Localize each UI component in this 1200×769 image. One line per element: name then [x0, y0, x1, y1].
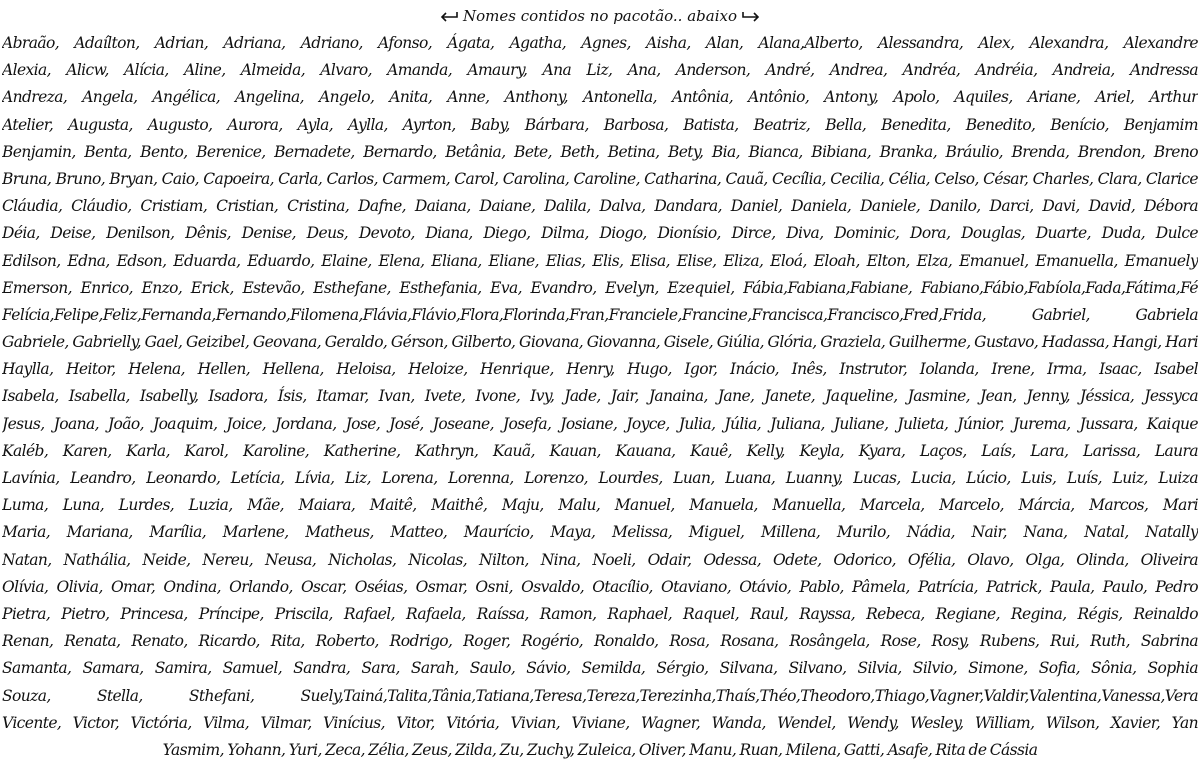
names-line: Emerson, Enrico, Enzo, Erick, Estevão, Esthefane, Esthefania, Eva, Evandro, Evelyn, Ezequiel, Fábia,Fabiana,Fabiane, Fabiano,Fábio,Fabíola,Fada,Fátima,Fé [2, 278, 1198, 297]
names-line: Isabela, Isabella, Isabelly, Isadora, Ísis, Itamar, Ivan, Ivete, Ivone, Ivy, Jade, Jair, Janaina, Jane, Janete, Jaqueline, Jasmine, Jean, Jenny, Jéssica, Jessyca [2, 387, 1198, 406]
names-line: Olívia, Olivia, Omar, Ondina, Orlando, Oscar, Oséias, Osmar, Osni, Osvaldo, Otacílio, Otaviano, Otávio, Pablo, Pâmela, Patrícia, Patrick, Paula, Paulo, Pedro [2, 577, 1198, 596]
names-line: Pietra, Pietro, Princesa, Príncipe, Priscila, Rafael, Rafaela, Raíssa, Ramon, Raphael, Raquel, Raul, Rayssa, Rebeca, Regiane, Regina, Régis, Reinaldo [2, 604, 1198, 623]
names-line: Maria, Mariana, Marília, Marlene, Matheus, Matteo, Maurício, Maya, Melissa, Miguel, Millena, Murilo, Nádia, Nair, Nana, Natal, Natally [2, 523, 1198, 542]
names-line: Souza, Stella, Sthefani, Suely,Tainá,Talita,Tânia,Tatiana,Teresa,Tereza,Terezinha,Thaís,Théo,Theodoro,Thiago,Vagner,Valdir,Valentina,Vanessa,Vera [2, 686, 1198, 705]
names-line: Luma, Luna, Lurdes, Luzia, Mãe, Maiara, Maitê, Maithê, Maju, Malu, Manuel, Manuela, Manuella, Marcela, Marcelo, Márcia, Marcos, Mari [2, 496, 1198, 515]
names-line: Gabriele, Gabrielly, Gael, Geizibel, Geovana, Geraldo, Gérson, Gilberto, Giovana, Giovanna, Gisele, Giúlia, Glória, Graziela, Guilherme, Gustavo, Hadassa, Hangi, Hari [2, 333, 1198, 352]
names-line: Felícia,Felipe,Feliz,Fernanda,Fernando,Filomena,Flávia,Flávio,Flora,Florinda,Fran,Franciele,Francine,Francisca,Francisco,Fred,Frida, Gabriel, Gabriela [2, 305, 1198, 324]
names-line: Vicente, Victor, Victória, Vilma, Vilmar, Vinícius, Vitor, Vitória, Vivian, Viviane, Wagner, Wanda, Wendel, Wendy, Wesley, William, Wilson, Xavier, Yan [2, 713, 1198, 732]
names-line: Renan, Renata, Renato, Ricardo, Rita, Roberto, Rodrigo, Roger, Rogério, Ronaldo, Rosa, Rosana, Rosângela, Rose, Rosy, Rubens, Rui, Ruth, Sabrina [2, 632, 1198, 651]
names-line: Jesus, Joana, João, Joaquim, Joice, Jordana, Jose, José, Joseane, Josefa, Josiane, Joyce, Julia, Júlia, Juliana, Juliane, Julieta, Júnior, Jurema, Jussara, Kaique [2, 414, 1198, 433]
names-line: Kaléb, Karen, Karla, Karol, Karoline, Katherine, Kathryn, Kauã, Kauan, Kauana, Kauê, Kelly, Keyla, Kyara, Laços, Laís, Lara, Larissa, Laura [2, 441, 1198, 460]
names-line: Benjamin, Benta, Bento, Berenice, Bernadete, Bernardo, Betânia, Bete, Beth, Betina, Bety, Bia, Bianca, Bibiana, Branka, Bráulio, Brenda, Brendon, Breno [2, 142, 1198, 161]
names-line: Edilson, Edna, Edson, Eduarda, Eduardo, Elaine, Elena, Eliana, Eliane, Elias, Elis, Elisa, Elise, Eliza, Eloá, Eloah, Elton, Elza, Emanuel, Emanuella, Emanuely [2, 251, 1198, 270]
header [0, 4, 1200, 28]
names-line: Cláudia, Cláudio, Cristiam, Cristian, Cristina, Dafne, Daiana, Daiane, Dalila, Dalva, Dandara, Daniel, Daniela, Daniele, Danilo, Darci, Davi, David, Débora [2, 197, 1198, 216]
names-line: Atelier, Augusta, Augusto, Aurora, Ayla, Aylla, Ayrton, Baby, Bárbara, Barbosa, Batista, Beatriz, Bella, Benedita, Benedito, Benício, Benjamim [2, 115, 1198, 134]
names-line: Bruna, Bruno, Bryan, Caio, Capoeira, Carla, Carlos, Carmem, Carol, Carolina, Caroline, Catharina, Cauã, Cecília, Cecilia, Célia, Celso, César, Charles, Clara, Clarice [2, 169, 1198, 188]
names-line: Haylla, Heitor, Helena, Hellen, Hellena, Heloisa, Heloize, Henrique, Henry, Hugo, Igor, Inácio, Inês, Instrutor, Iolanda, Irene, Irma, Isaac, Isabel [2, 360, 1198, 379]
names-line: Samanta, Samara, Samira, Samuel, Sandra, Sara, Sarah, Saulo, Sávio, Semilda, Sérgio, Silvana, Silvano, Silvia, Silvio, Simone, Sofia, Sônia, Sophia [2, 659, 1198, 678]
arrow-right-icon [741, 8, 761, 24]
names-line: Lavínia, Leandro, Leonardo, Letícia, Lívia, Liz, Lorena, Lorenna, Lorenzo, Lourdes, Luan, Luana, Luanny, Lucas, Lucia, Lúcio, Luis, Luís, Luiz, Luiza [2, 469, 1198, 487]
header-title: Nomes contidos no pacotão.. abaixo [463, 7, 737, 25]
names-line: Alexia, Alicw, Alícia, Aline, Almeida, Alvaro, Amanda, Amaury, Ana Liz, Ana, Anderson, André, Andrea, Andréa, Andréia, Andreia, Andressa [2, 61, 1198, 80]
names-list [2, 30, 1198, 764]
names-line: Déia, Deise, Denilson, Dênis, Denise, Deus, Devoto, Diana, Diego, Dilma, Diogo, Dionísio, Dirce, Diva, Dominic, Dora, Douglas, Duarte, Duda, Dulce [2, 224, 1198, 243]
names-line: Andreza, Angela, Angélica, Angelina, Angelo, Anita, Anne, Anthony, Antonella, Antônia, Antônio, Antony, Apolo, Aquiles, Ariane, Ariel, Arthur [2, 88, 1198, 107]
arrow-left-icon [439, 8, 459, 24]
names-line: Natan, Nathália, Neide, Nereu, Neusa, Nicholas, Nicolas, Nilton, Nina, Noeli, Odair, Odessa, Odete, Odorico, Ofélia, Olavo, Olga, Olinda, Oliveira [2, 550, 1198, 569]
names-line: Abraão, Adaílton, Adrian, Adriana, Adriano, Afonso, Ágata, Agatha, Agnes, Aisha, Alan, Alana,Alberto, Alessandra, Alex, Alexandra, Alexandre [2, 34, 1198, 52]
names-line: Yasmim, Yohann, Yuri, Zeca, Zélia, Zeus, Zilda, Zu, Zuchy, Zuleica, Oliver, Manu, Ruan, Milena, Gatti, Asafe, Rita de Cássia [162, 740, 1038, 759]
